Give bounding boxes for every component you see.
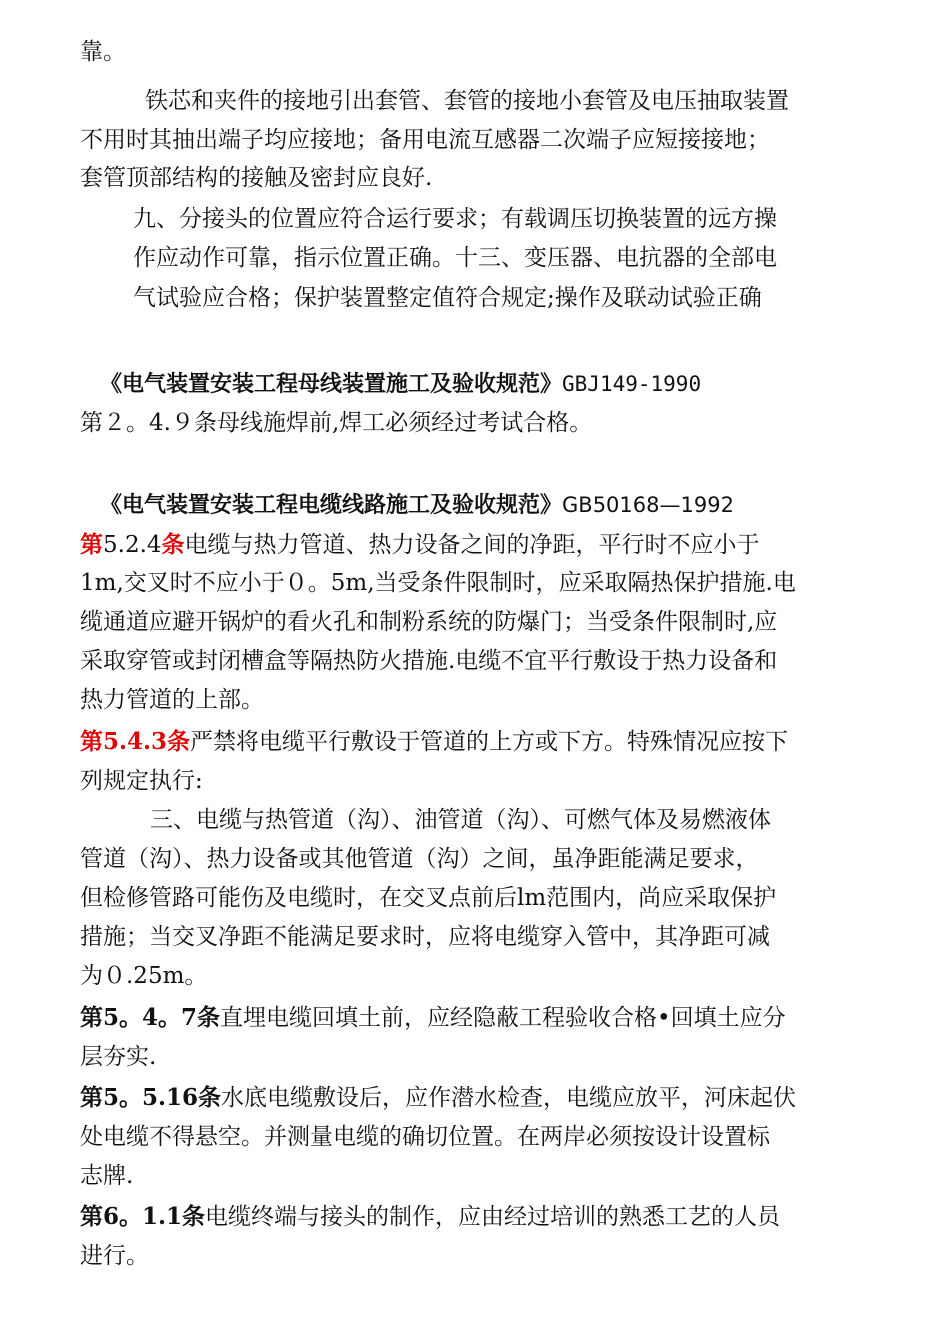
clause-line: 第２。4.９条母线施焊前,焊工必须经过考试合格。 <box>80 410 593 436</box>
clause-line: 但检修管路可能伤及电缆时，在交叉点前后lm范围内，尚应采取保护 <box>80 885 777 911</box>
clause-line: 管道（沟）、热力设备或其他管道（沟）之间，虽净距能满足要求， <box>80 846 759 872</box>
clause-line: 志牌. <box>80 1163 134 1189</box>
clause-label: 第5。5.16条 <box>80 1084 222 1111</box>
clause-text: 水底电缆敷设后，应作潜水检查，电缆应放平，河床起伏 <box>221 1085 797 1111</box>
clause-label: 第 <box>80 728 103 755</box>
clause-line <box>80 1202 780 1232</box>
clause-line <box>80 1083 796 1113</box>
clause-line <box>80 530 760 560</box>
clause-line: 热力管道的上部。 <box>80 687 264 713</box>
clause-line: 处电缆不得悬空。并测量电缆的确切位置。在两岸必须按设计设置标 <box>80 1124 770 1150</box>
clause-line <box>80 1003 786 1033</box>
section-heading <box>100 369 701 400</box>
paragraph-line: 九、分接头的位置应符合运行要求；有载调压切换装置的远方操 <box>133 206 777 232</box>
clause-text: 直埋电缆回填土前，应经隐蔽工程验收合格•回填土应分 <box>220 1005 786 1031</box>
clause-number: 5.2.4 <box>103 532 162 558</box>
clause-line: 层夯实. <box>80 1044 157 1070</box>
clause-text: 严禁将电缆平行敷设于管道的上方或下方。特殊情况应按下 <box>190 729 789 755</box>
clause-line: 措施；当交叉净距不能满足要求时，应将电缆穿入管中，其净距可减 <box>80 924 770 950</box>
standard-code: GB50168—1992 <box>562 493 734 517</box>
clause-label: 条 <box>161 531 185 558</box>
clause-line: 1m,交叉时不应小于０。5m,当受条件限制时，应采取隔热保护措施.电 <box>80 570 796 596</box>
section-heading <box>100 490 734 521</box>
clause-number: 5.4.3 <box>103 728 168 755</box>
clause-line: 进行。 <box>80 1243 149 1269</box>
clause-line: 列规定执行: <box>80 768 203 794</box>
paragraph-line: 作应动作可靠，指示位置正确。十三、变压器、电抗器的全部电 <box>133 245 777 271</box>
standard-title: 《电气装置安装工程电缆线路施工及验收规范》 <box>100 493 563 518</box>
clause-label: 条 <box>167 728 191 755</box>
clause-label: 第5。4。7条 <box>80 1004 221 1031</box>
paragraph-line: 铁芯和夹件的接地引出套管、套管的接地小套管及电压抽取装置 <box>145 88 789 114</box>
standard-code: GBJ149-1990 <box>562 372 702 396</box>
clause-label: 第6。1.1条 <box>80 1203 206 1230</box>
clause-label: 第 <box>80 531 103 558</box>
clause-line: 三、电缆与热管道（沟）、油管道（沟）、可燃气体及易燃液体 <box>150 807 771 833</box>
clause-line <box>80 727 788 757</box>
paragraph-line: 不用时其抽出端子均应接地；备用电流互感器二次端子应短接接地； <box>80 127 770 153</box>
clause-text: 电缆终端与接头的制作，应由经过培训的熟悉工艺的人员 <box>205 1204 781 1230</box>
clause-line: 为０.25m。 <box>80 963 208 989</box>
clause-line: 采取穿管或封闭槽盒等隔热防火措施.电缆不宜平行敷设于热力设备和 <box>80 648 778 674</box>
intro-line: 靠。 <box>80 39 126 65</box>
paragraph-line: 套管顶部结构的接触及密封应良好. <box>80 165 433 191</box>
clause-text: 电缆与热力管道、热力设备之间的净距，平行时不应小于 <box>184 532 760 558</box>
standard-title: 《电气装置安装工程母线装置施工及验收规范》 <box>100 372 563 397</box>
paragraph-line: 气试验应合格；保护装置整定值符合规定;操作及联动试验正确 <box>133 285 762 311</box>
clause-line: 缆通道应避开锅炉的看火孔和制粉系统的防爆门；当受条件限制时,应 <box>80 609 778 635</box>
